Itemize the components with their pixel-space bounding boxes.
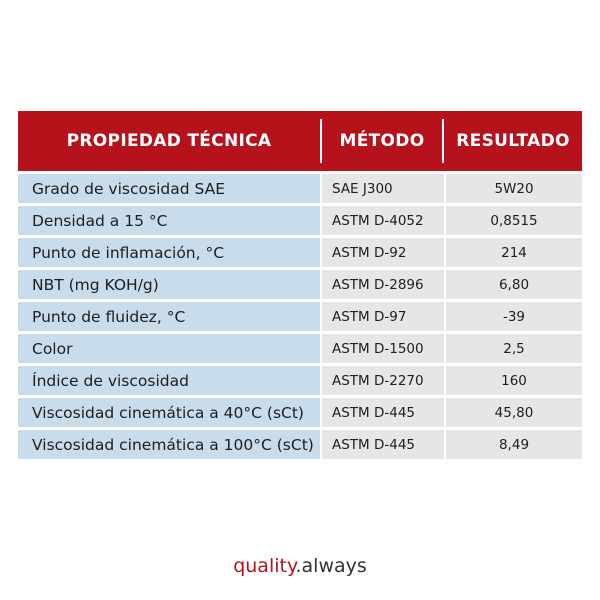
table-row <box>18 430 582 459</box>
cell-result: 45,80 <box>446 398 582 427</box>
table-row <box>18 238 582 267</box>
cell-property: Índice de viscosidad <box>18 366 320 395</box>
cell-property: Viscosidad cinemática a 100°C (sCt) <box>18 430 320 459</box>
cell-property: Densidad a 15 °C <box>18 206 320 235</box>
cell-method: ASTM D-2270 <box>322 366 444 395</box>
table-row <box>18 174 582 203</box>
cell-method: ASTM D-1500 <box>322 334 444 363</box>
cell-method: ASTM D-445 <box>322 430 444 459</box>
header-result: RESULTADO <box>456 131 570 151</box>
cell-result: 6,80 <box>446 270 582 299</box>
table-header <box>18 111 582 171</box>
cell-result: 8,49 <box>446 430 582 459</box>
header-method: MÉTODO <box>339 131 425 151</box>
table-body <box>18 174 582 459</box>
cell-method: ASTM D-92 <box>322 238 444 267</box>
cell-result: -39 <box>446 302 582 331</box>
table-row <box>18 270 582 299</box>
cell-method: ASTM D-2896 <box>322 270 444 299</box>
cell-property: Punto de inflamación, °C <box>18 238 320 267</box>
table-row <box>18 302 582 331</box>
cell-property: Viscosidad cinemática a 40°C (sCt) <box>18 398 320 427</box>
table-row <box>18 334 582 363</box>
cell-method: SAE J300 <box>322 174 444 203</box>
cell-method: ASTM D-445 <box>322 398 444 427</box>
cell-property: Punto de fluidez, °C <box>18 302 320 331</box>
cell-result: 0,8515 <box>446 206 582 235</box>
cell-result: 214 <box>446 238 582 267</box>
brand-tagline-suffix: .always <box>295 555 367 577</box>
cell-property: NBT (mg KOH/g) <box>18 270 320 299</box>
header-property: PROPIEDAD TÉCNICA <box>66 131 272 151</box>
table-row <box>18 366 582 395</box>
table-row <box>18 398 582 427</box>
brand-tagline <box>0 555 600 577</box>
spec-table <box>18 111 582 462</box>
cell-result: 2,5 <box>446 334 582 363</box>
cell-result: 160 <box>446 366 582 395</box>
cell-method: ASTM D-97 <box>322 302 444 331</box>
cell-property: Color <box>18 334 320 363</box>
cell-property: Grado de viscosidad SAE <box>18 174 320 203</box>
cell-method: ASTM D-4052 <box>322 206 444 235</box>
table-row <box>18 206 582 235</box>
brand-tagline-accent: quality <box>233 555 296 577</box>
cell-result: 5W20 <box>446 174 582 203</box>
